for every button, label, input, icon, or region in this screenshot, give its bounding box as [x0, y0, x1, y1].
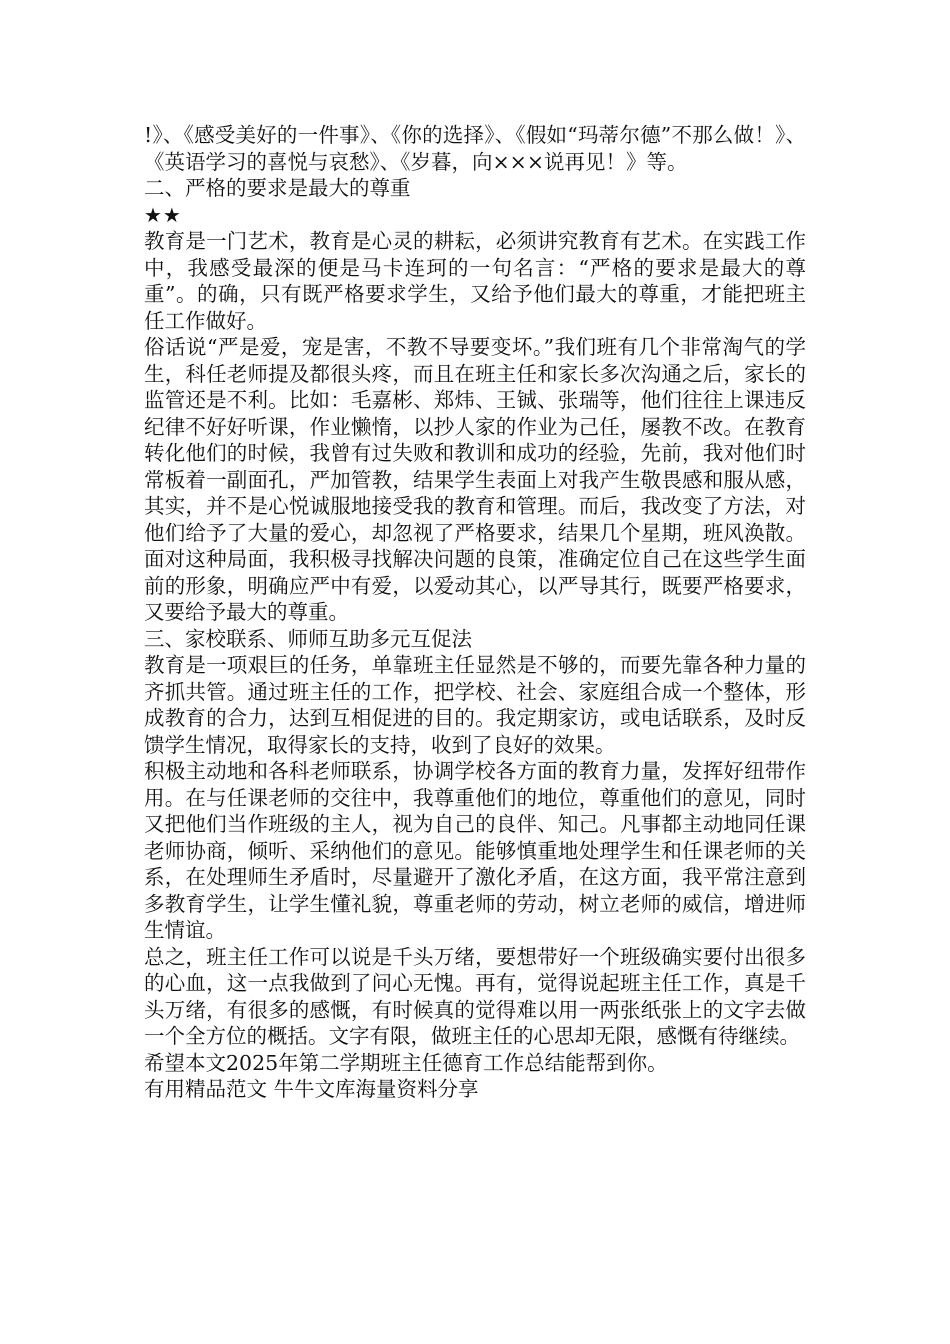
paragraph-book-list: !》、《感受美好的一件事》、《你的选择》、《假如“玛蒂尔德”不那么做！》、《英语学习的喜悦与哀愁》、《岁暮，向×××说再见！》等。	[144, 123, 806, 174]
paragraph-strict-love: 俗话说“严是爱，宠是害，不教不导要变坏。”我们班有几个非常淘气的学生，科任老师提及都很头疼，而且在班主任和家长多次沟通之后，家长的监管还是不利。比如：毛嘉彬、郑炜、王铖、张瑞等，他们往往上课违反纪律不好好听课，作业懒惰，以抄人家的作业为己任，屡教不改。在教育转化他们的时候，我曾有过失败和教训和成功的经验，先前，我对他们时常板着一副面孔，严加管教，结果学生表面上对我产生敬畏感和服从感，其实，并不是心悦诚服地接受我的教育和管理。而后，我改变了方法，对他们给予了大量的爱心，却忽视了严格要求，结果几个星期，班风涣散。面对这种局面，我积极寻找解决问题的良策，准确定位自己在这些学生面前的形象，明确应严中有爱，以爱动其心，以严导其行，既要严格要求，又要给予最大的尊重。	[144, 335, 806, 624]
paragraph-teacher-cooperation: 积极主动地和各科老师联系，协调学校各方面的教育力量，发挥好纽带作用。在与任课老师的交往中，我尊重他们的地位，尊重他们的意见，同时又把他们当作班级的主人，视为自己的良伴、知己。凡事都主动地同任课老师协商，倾听、采纳他们的意见。能够慎重地处理学生和任课老师的关系，在处理师生矛盾时，尽量避开了激化矛盾，在这方面，我平常注意到多教育学生，让学生懂礼貌，尊重老师的劳动，树立老师的威信，增进师生情谊。	[144, 759, 806, 942]
document-body	[144, 122, 806, 1103]
section-heading-2: 二、严格的要求是最大的尊重	[144, 176, 411, 200]
paragraph-closing: 希望本文2025年第二学期班主任德育工作总结能帮到你。	[144, 1050, 668, 1075]
section-heading-3: 三、家校联系、师师互助多元互促法	[144, 626, 472, 651]
star-rating-mark: ★★	[144, 202, 182, 227]
paragraph-education-art: 教育是一门艺术，教育是心灵的耕耘，必须讲究教育有艺术。在实践工作中，我感受最深的便是马卡连珂的一句名言：“严格的要求是最大的尊重”。的确，只有既严格要求学生，又给予他们最大的尊重，才能把班主任工作做好。	[144, 229, 806, 333]
footer-note: 有用精品范文 牛牛文库海量资料分享	[144, 1077, 479, 1101]
paragraph-summary: 总之，班主任工作可以说是千头万绪，要想带好一个班级确实要付出很多的心血，这一点我做到了问心无愧。再有，觉得说起班主任工作，真是千头万绪，有很多的感慨，有时候真的觉得难以用一两张纸张上的文字去做一个全方位的概括。文字有限，做班主任的心思却无限，感慨有待继续。	[144, 944, 806, 1048]
paragraph-home-school: 教育是一项艰巨的任务，单靠班主任显然是不够的，而要先靠各种力量的齐抓共管。通过班主任的工作，把学校、社会、家庭组合成一个整体，形成教育的合力，达到互相促进的目的。我定期家访，或电话联系，及时反馈学生情况，取得家长的支持，收到了良好的效果。	[144, 653, 806, 757]
